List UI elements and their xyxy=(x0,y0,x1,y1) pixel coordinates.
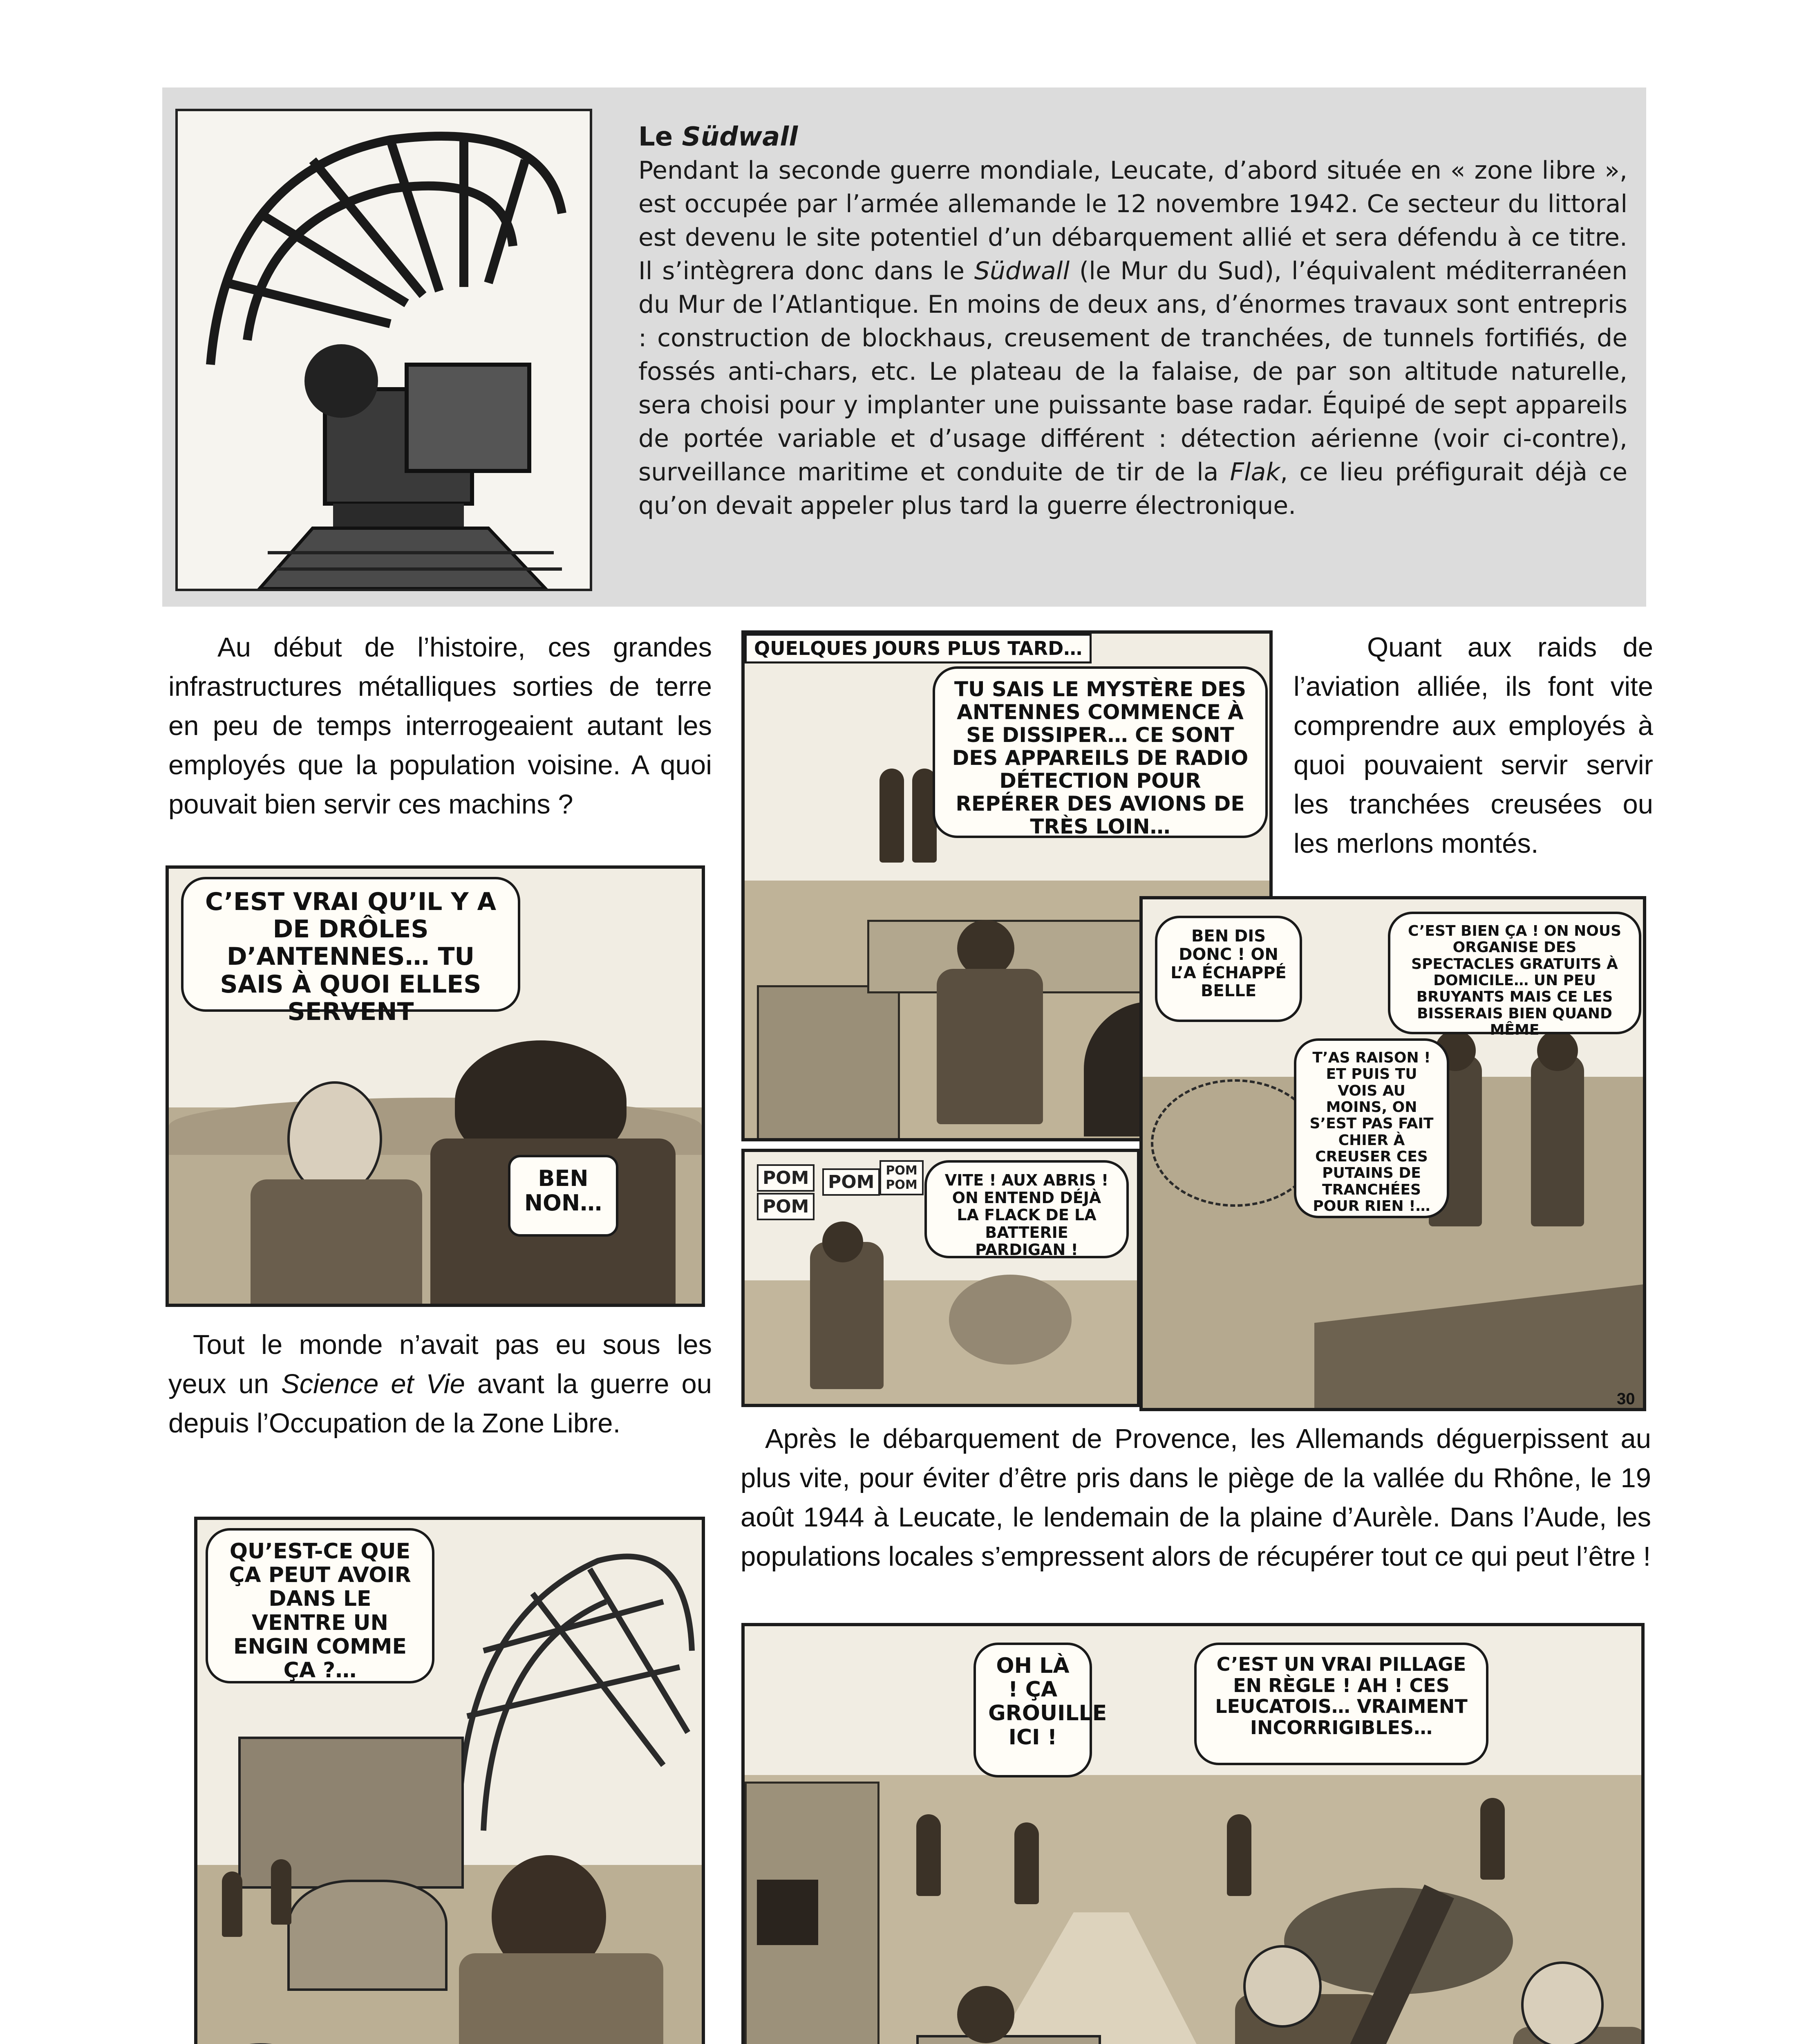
info-box xyxy=(162,87,1646,607)
speech-bubble-ca-grouille: OH LÀ ! ÇA GROUILLE ICI ! xyxy=(973,1643,1092,1777)
onomatopoeia-pom-3: POM xyxy=(822,1168,880,1196)
paragraph-raids: Quant aux raids de l’aviation alliée, ils font vite comprendre aux employés à quoi pouvaient servir servir les tranchées creusées ou les merlons montés. xyxy=(1294,632,1653,859)
speech-bubble-antennas: C’EST VRAI QU’IL Y A DE DRÔLES D’ANTENNES… TU SAIS À QUOI ELLES SERVENT xyxy=(181,877,520,1012)
radar-dish xyxy=(434,1544,696,1871)
paragraph-science-et-vie: Tout le monde n’avait pas eu sous les yeux un Science et Vie avant la guerre ou depuis l’Occupation de la Zone Libre. xyxy=(168,1329,712,1439)
speech-bubble-ben-non: BEN NON… xyxy=(508,1155,618,1237)
onomatopoeia-pom-4: POM POM xyxy=(880,1160,924,1195)
speech-bubble-aux-abris: VITE ! AUX ABRIS ! ON ENTEND DÉJÀ LA FLACK DE LA BATTERIE PARDIGAN ! xyxy=(924,1160,1129,1258)
stone-pile xyxy=(949,1275,1072,1365)
speech-bubble-echappe-belle: BEN DIS DONC ! ON L’A ÉCHAPPÉ BELLE xyxy=(1155,916,1302,1022)
speech-bubble-pillage: C’EST UN VRAI PILLAGE EN RÈGLE ! AH ! CES LEUCATOIS… VRAIMENT INCORRIGIBLES… xyxy=(1194,1643,1488,1765)
radar-antenna-drawing xyxy=(178,111,590,589)
speech-bubble-engin: QU’EST-CE QUE ÇA PEUT AVOIR DANS LE VENTRE UN ENGIN COMME ÇA ?… xyxy=(206,1528,434,1683)
comic-panel-air-raid xyxy=(741,1149,1140,1407)
info-box-title: Le Südwall xyxy=(638,122,798,152)
comic-panel-antennas-question xyxy=(166,865,705,1307)
man-crouching xyxy=(957,1986,1014,2043)
comic-panel-engin xyxy=(194,1517,705,2044)
info-box-text xyxy=(638,120,1627,522)
man-running xyxy=(810,1242,884,1389)
comic-panel-pillage xyxy=(741,1623,1645,2044)
paragraph-provence: Après le débarquement de Provence, les Allemands déguerpissent au plus vite, pour éviter d’être pris dans le piège de la vallée du Rhône, le 19 août 1944 à Leucate, le lendemain de la plaine d’Aurèle. Dans l’Aude, les populations locales s’empressent alors de récupérer tout ce qui peut l’être ! xyxy=(741,1423,1651,1572)
two-men-silhouettes xyxy=(880,769,904,863)
info-box-paragraph: Pendant la seconde guerre mondiale, Leucate, d’abord située en « zone libre », est occupée par l’armée allemande le 12 novembre 1942. Ce secteur du littoral est devenu le site potentiel d’un débarquement allié et sera défendu à ce titre. Il s’intègrera donc dans le Südwall (le Mur du Sud), l’équivalent méditerranéen du Mur de l’Atlantique. En moins de deux ans, d’énormes travaux sont entrepris : construction de blockhaus, creusement de tranchées, de tunnels fortifiés, de fossés anti-chars, etc. Le plateau de la falaise, de par son altitude naturelle, sera choisi pour y implanter une puissante base radar. Équipé de sept appareils de portée variable et d’usage différent : détection aérienne (voir ci-contre), surveillance maritime et conduite de tir de la Flak, ce lieu préfigurait déjà ce qu’on devait appeler plus tard la guerre électronique. xyxy=(638,156,1627,520)
comic-page-number: 30 xyxy=(1617,1390,1635,1408)
onomatopoeia-pom-1: POM xyxy=(757,1164,815,1192)
comic-panel-trenches xyxy=(1139,896,1646,1411)
soldier-running xyxy=(957,920,1014,977)
caption-quelques-jours: QUELQUES JOURS PLUS TARD… xyxy=(745,634,1092,663)
speech-bubble-spectacles: C’EST BIEN ÇA ! ON NOUS ORGANISE DES SPECTACLES GRATUITS À DOMICILE… UN PEU BRUYANTS MAIS CE LES BISSERAIS BIEN QUAND MÊME xyxy=(1388,912,1641,1034)
radar-illustration xyxy=(175,109,592,591)
soldier-right xyxy=(1531,1055,1584,1226)
distant-figures xyxy=(222,1871,242,1937)
stone-wall xyxy=(757,985,900,1141)
stone-crate xyxy=(916,2035,1101,2044)
speech-bubble-radar-detection: TU SAIS LE MYSTÈRE DES ANTENNES COMMENCE À SE DISSIPER… CE SONT DES APPAREILS DE RADIO DÉTECTION POUR REPÉRER DES AVIONS DE TRÈS LOIN… xyxy=(933,666,1268,838)
speech-bubble-tranchees: T’AS RAISON ! ET PUIS TU VOIS AU MOINS, ON S’EST PAS FAIT CHIER À CREUSER CES PUTAINS DE TRANCHÉES POUR RIEN !… xyxy=(1294,1038,1449,1218)
paragraph-intro: Au début de l’histoire, ces grandes infrastructures métalliques sorties de terre en peu de temps interrogeaient autant les employés que la population voisine. A quoi pouvait bien servir ces machins ? xyxy=(168,632,712,820)
onomatopoeia-pom-2: POM xyxy=(757,1193,815,1220)
